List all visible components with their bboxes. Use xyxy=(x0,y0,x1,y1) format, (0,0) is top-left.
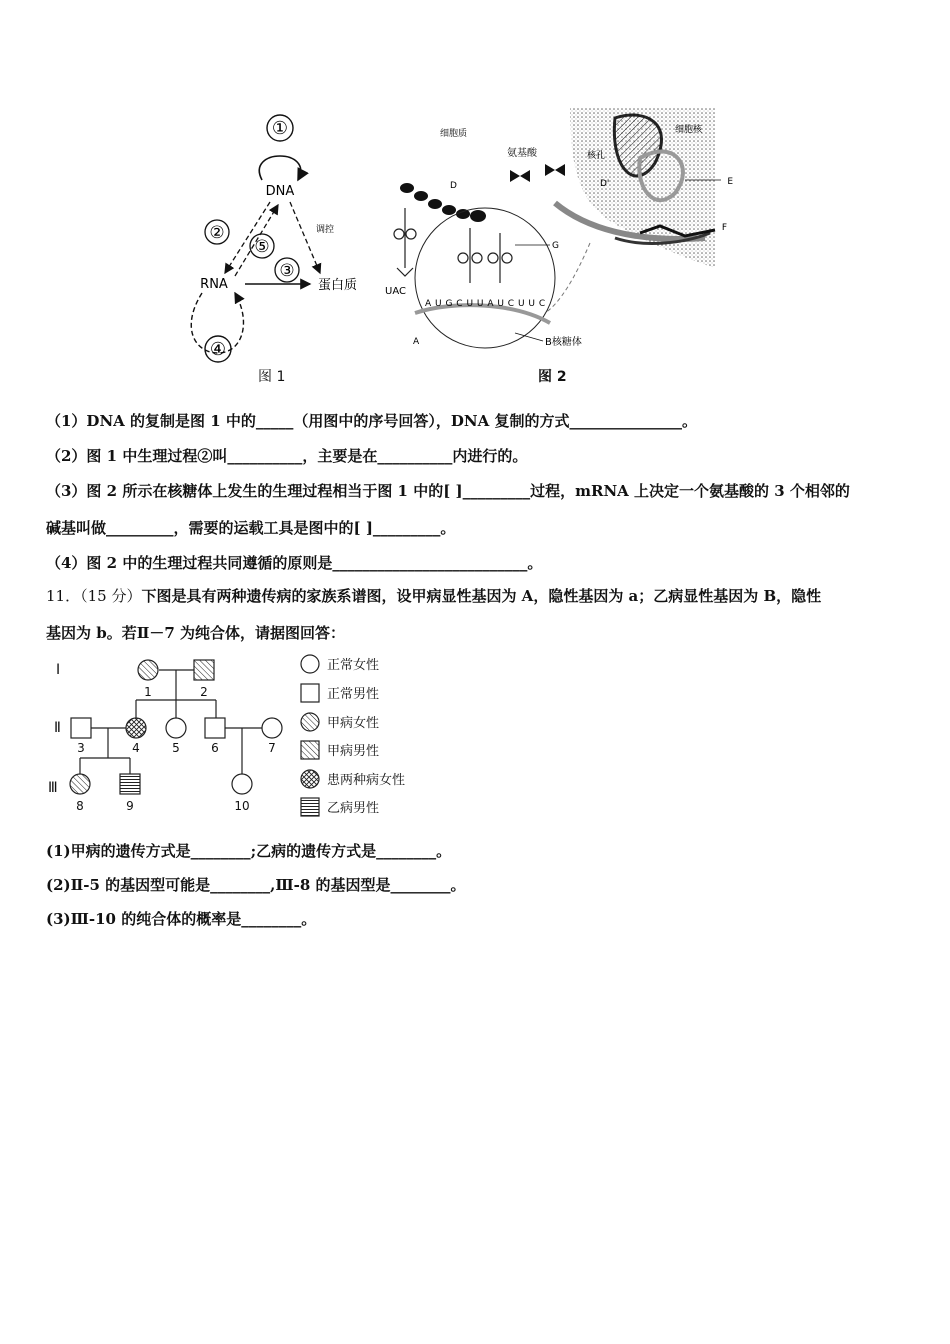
label-ribosome: B核糖体 xyxy=(545,337,582,348)
translation-diagram xyxy=(385,108,733,358)
label-e: E xyxy=(727,177,733,187)
label-d-prime: D' xyxy=(600,179,610,189)
figure-1 xyxy=(190,108,370,398)
member-8-affected-female xyxy=(70,774,90,794)
legend-disease-a-female: 甲病女性 xyxy=(327,716,380,731)
member-8-number: 8 xyxy=(76,799,84,813)
central-dogma-diagram xyxy=(190,108,370,398)
legend-normal-female: 正常女性 xyxy=(327,658,380,673)
member-4-number: 4 xyxy=(132,741,140,755)
node-rna: RNA xyxy=(200,277,228,292)
q11-intro-a: 下图是具有两种遗传病的家族系谱图，设甲病显性基因为 A，隐性基因为 a；乙病显性基因为 B，隐性 xyxy=(141,587,822,605)
q11-intro-line2: 基因为 b。若Ⅱ－7 为纯合体，请据图回答： xyxy=(46,624,346,642)
member-3-normal-male xyxy=(71,718,91,738)
member-1-number: 1 xyxy=(144,685,152,699)
figure-1-caption: 图 1 xyxy=(258,369,286,385)
side-note: 调控 xyxy=(316,225,335,235)
q10-part3-line2: 碱基叫做_________，需要的运载工具是图中的[ ]_________。 xyxy=(46,519,456,537)
q11-intro-line1 xyxy=(46,585,821,606)
member-7-number: 7 xyxy=(268,741,276,755)
member-10-normal-female xyxy=(232,774,252,794)
figure-2-caption: 图 2 xyxy=(538,369,567,385)
figure-2 xyxy=(385,108,733,358)
member-1-affected-female xyxy=(138,660,158,680)
generation-1: Ⅰ xyxy=(56,662,61,678)
member-2-affected-male xyxy=(194,660,214,680)
label-a: A xyxy=(413,337,420,347)
label-f: F xyxy=(721,223,727,233)
member-5-number: 5 xyxy=(172,741,180,755)
q10-part4: （4）图 2 中的生理过程共同遵循的原则是__________________________。 xyxy=(46,554,543,572)
label-d: D xyxy=(450,181,457,191)
trna-free xyxy=(394,208,416,276)
pedigree-legend xyxy=(301,655,405,816)
member-6-normal-male xyxy=(205,718,225,738)
legend-normal-male: 正常男性 xyxy=(327,687,380,702)
member-4-both-diseases-female xyxy=(126,718,146,738)
legend-disease-b-male: 乙病男性 xyxy=(327,801,380,816)
dna-replication-loop xyxy=(259,156,300,180)
q11-sub3: (3)Ⅲ-10 的纯合体的概率是________。 xyxy=(46,910,317,928)
member-9-number: 9 xyxy=(126,799,134,813)
member-2-number: 2 xyxy=(200,685,208,699)
pedigree-chart xyxy=(44,652,444,822)
label-1: ① xyxy=(271,118,289,139)
ribosome-outline xyxy=(415,208,555,348)
label-nucleus: 细胞核 xyxy=(675,125,703,135)
q11-sub1: (1)甲病的遗传方式是________;乙病的遗传方式是________。 xyxy=(46,842,452,860)
amino-acid-icon xyxy=(545,164,565,176)
label-cytoplasm: 细胞质 xyxy=(440,129,468,139)
legend-disease-a-male: 甲病男性 xyxy=(327,744,380,759)
label-2: ② xyxy=(209,223,225,243)
label-4: ④ xyxy=(209,339,227,360)
q11-number: 11．（15 分） xyxy=(46,587,142,605)
node-protein: 蛋白质 xyxy=(318,278,358,293)
member-7-normal-female xyxy=(262,718,282,738)
generation-3: Ⅲ xyxy=(48,780,58,796)
label-nuclear-pore: 核孔 xyxy=(587,151,606,161)
amino-acid-icon xyxy=(510,170,530,182)
trna-bound xyxy=(458,228,512,283)
member-10-number: 10 xyxy=(234,799,250,813)
label-3: ③ xyxy=(279,261,295,281)
polypeptide-chain xyxy=(400,183,486,222)
q10-part1: （1）DNA 的复制是图 1 中的_____（用图中的序号回答），DNA 复制的方式_______________。 xyxy=(46,412,697,430)
member-6-number: 6 xyxy=(211,741,219,755)
mrna-sequence: A U G C U U A U C U U C xyxy=(425,299,546,309)
member-3-number: 3 xyxy=(77,741,85,755)
label-5: ⑤ xyxy=(254,237,270,257)
member-9-disease-b-male xyxy=(120,774,140,794)
node-dna: DNA xyxy=(265,184,295,199)
label-g: G xyxy=(552,241,559,251)
q10-part3-line1: （3）图 2 所示在核糖体上发生的生理过程相当于图 1 中的[ ]_________过程，mRNA 上决定一个氨基酸的 3 个相邻的 xyxy=(46,482,850,500)
generation-2: Ⅱ xyxy=(54,720,61,736)
legend-both-diseases-female: 患两种病女性 xyxy=(327,773,406,788)
q11-sub2: (2)Ⅱ-5 的基因型可能是________,Ⅲ-8 的基因型是________。 xyxy=(46,876,466,894)
label-anticodon: UAC xyxy=(385,286,406,297)
member-5-normal-female xyxy=(166,718,186,738)
label-amino-acid: 氨基酸 xyxy=(507,148,537,159)
q10-part2: （2）图 1 中生理过程②叫__________，主要是在__________内进行的。 xyxy=(46,447,528,465)
